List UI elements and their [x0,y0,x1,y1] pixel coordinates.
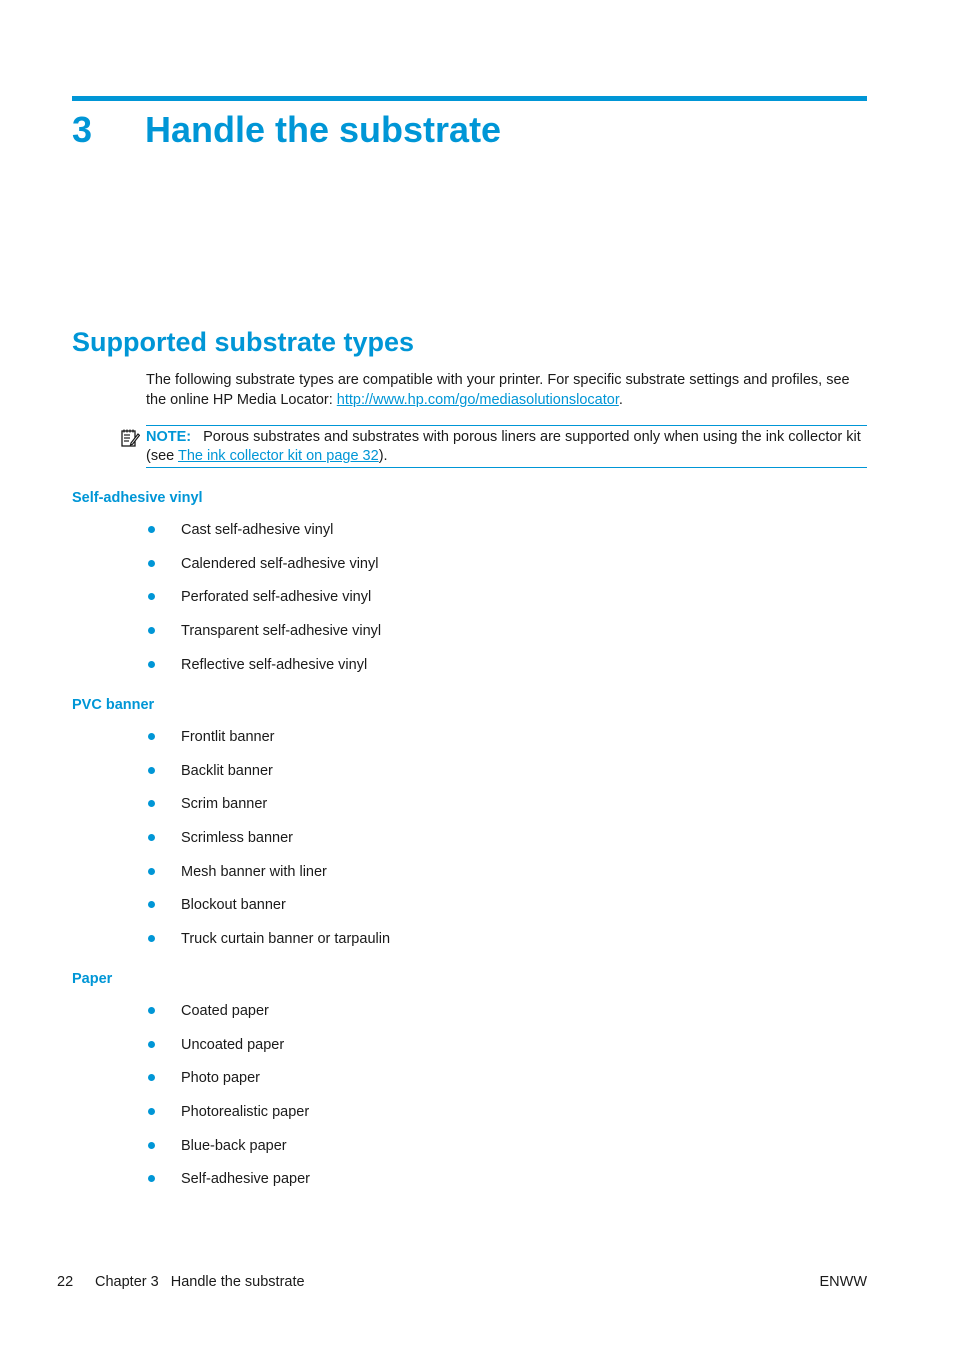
bullet-icon [148,733,155,740]
bullet-icon [148,526,155,533]
list-item-text: Photorealistic paper [181,1104,310,1121]
bullet-icon [148,1007,155,1014]
bullet-icon [148,901,155,908]
bullet-icon [148,935,155,942]
list-item-text: Cast self-adhesive vinyl [181,522,334,538]
bullet-icon [148,800,155,807]
chapter-heading [72,108,501,152]
chapter-title: Handle the substrate [145,109,502,150]
list-item [146,554,381,588]
list-item [146,1136,310,1170]
list-item-text: Scrim banner [181,796,268,813]
bullet-icon [148,868,155,875]
chapter-number: 3 [72,109,93,150]
bullet-icon [148,1041,155,1048]
pvc-banner-list [146,727,390,963]
list-item [146,587,381,621]
subhead-pvc-banner: PVC banner [72,697,155,713]
note-label: NOTE: [146,429,192,445]
subhead-self-adhesive-vinyl: Self-adhesive vinyl [72,490,203,506]
note-text: Porous substrates and substrates with porous liners are supported only when using the ink collector kit (see [146,429,861,464]
subhead-paper: Paper [72,971,113,987]
footer-enww: ENWW [819,1274,867,1290]
list-item-text: Transparent self-adhesive vinyl [181,623,382,640]
paper-list [146,1001,310,1203]
list-item [146,655,381,689]
section-title: Supported substrate types [72,327,415,357]
list-item-text: Truck curtain banner or tarpaulin [181,931,391,948]
list-item-text: Calendered self-adhesive vinyl [181,555,379,572]
list-item-text: Scrimless banner [181,830,294,847]
list-item [146,621,381,655]
list-item [146,862,390,896]
intro-text: The following substrate types are compatible with your printer. For specific substrate settings and profiles, see the online HP Media Locator: [146,372,850,408]
media-locator-link[interactable]: http://www.hp.com/go/mediasolutionslocator [336,392,619,408]
footer-chapter: Chapter 3 Handle the substrate [95,1274,305,1290]
list-item-text: Frontlit banner [181,729,275,745]
list-item [146,1068,310,1102]
list-item-text: Self-adhesive paper [181,1171,310,1188]
list-item-text: Photo paper [181,1070,261,1087]
list-item-text: Perforated self-adhesive vinyl [181,589,372,606]
footer-page-number: 22 [57,1274,74,1290]
list-item [146,895,390,929]
intro-paragraph [146,370,866,410]
intro-end: . [618,392,623,408]
note-end: ). [378,448,388,464]
bullet-icon [148,661,155,668]
bullet-icon [148,834,155,841]
list-item [146,761,390,795]
bullet-icon [148,1074,155,1081]
list-item-text: Reflective self-adhesive vinyl [181,656,368,673]
list-item-text: Uncoated paper [181,1036,285,1053]
list-item-text: Coated paper [181,1003,269,1019]
list-item [146,828,390,862]
bullet-icon [148,767,155,774]
list-item [146,794,390,828]
list-item-text: Backlit banner [181,762,273,779]
list-item [146,520,381,554]
chapter-top-rule [72,96,867,101]
ink-collector-link[interactable]: The ink collector kit on page 32 [177,448,379,464]
note-icon [120,428,140,448]
bullet-icon [148,593,155,600]
list-item [146,1102,310,1136]
list-item [146,1001,310,1035]
list-item-text: Blue-back paper [181,1137,287,1154]
list-item [146,727,390,761]
list-item [146,1169,310,1203]
bullet-icon [148,1175,155,1182]
bullet-icon [148,1142,155,1149]
list-item [146,1035,310,1069]
bullet-icon [148,627,155,634]
list-item [146,929,390,963]
bullet-icon [148,560,155,567]
bullet-icon [148,1108,155,1115]
vinyl-list [146,520,381,688]
list-item-text: Mesh banner with liner [181,863,327,880]
list-item-text: Blockout banner [181,897,286,914]
note-box [146,425,867,468]
